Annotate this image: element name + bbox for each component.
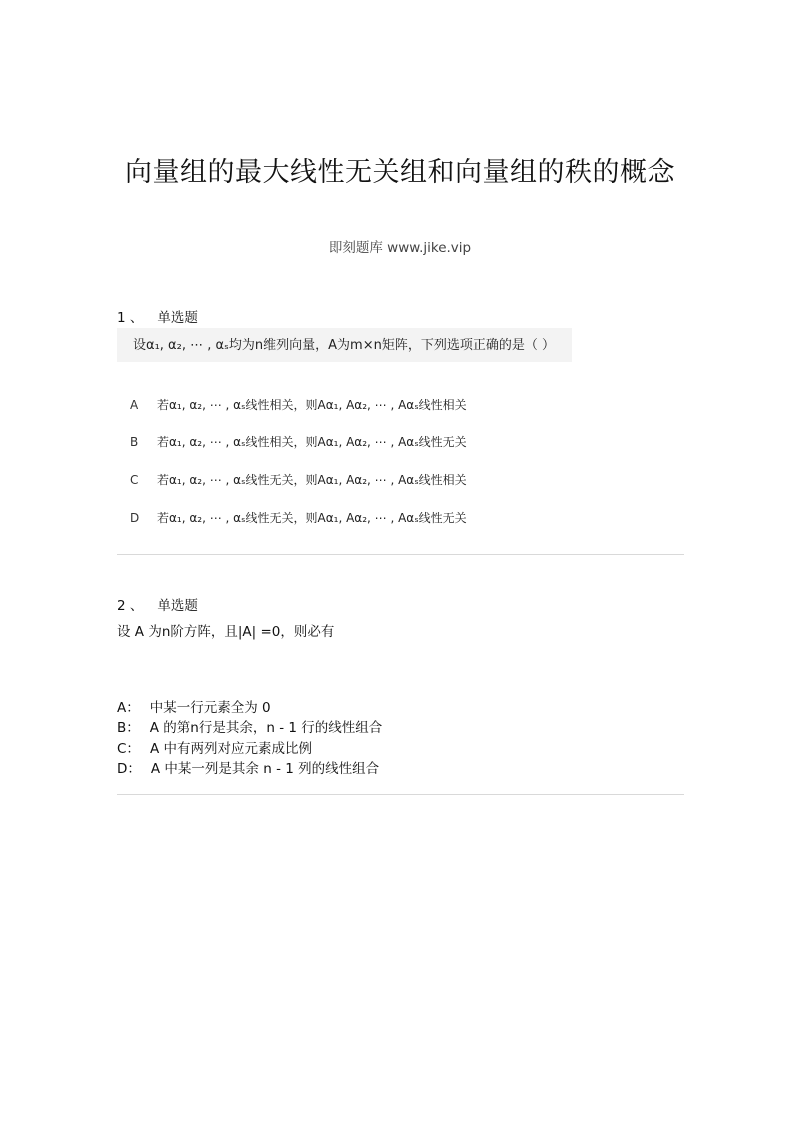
- option-text: 若α₁, α₂, ⋯ , αₛ线性相关，则Aα₁, Aα₂, ⋯ , Aαₛ线性相关: [157, 398, 467, 412]
- option-b[interactable]: [130, 433, 467, 450]
- question-type: 单选题: [157, 310, 198, 326]
- option-a[interactable]: [130, 396, 467, 413]
- option-c[interactable]: [130, 471, 467, 488]
- option-c[interactable]: [117, 737, 312, 757]
- source-line: 即刻题库 www.jike.vip: [328, 240, 472, 256]
- option-letter: B：: [117, 720, 140, 736]
- option-text: 若α₁, α₂, ⋯ , αₛ线性无关，则Aα₁, Aα₂, ⋯ , Aαₛ线性相关: [157, 473, 467, 487]
- divider: [117, 554, 684, 555]
- option-a[interactable]: [117, 696, 271, 716]
- option-letter: A: [130, 398, 139, 412]
- option-text: 若α₁, α₂, ⋯ , αₛ线性相关，则Aα₁, Aα₂, ⋯ , Aαₛ线性无关: [157, 435, 467, 449]
- option-letter: B: [130, 435, 139, 449]
- option-b[interactable]: [117, 716, 382, 736]
- option-text: A 中某一列是其余 n - 1 列的线性组合: [150, 761, 380, 777]
- option-text: 中某一行元素全为 0: [149, 700, 271, 716]
- question-2-stem: 设 A 为n阶方阵，且|A| =0，则必有: [117, 624, 335, 640]
- question-number: 2 、: [117, 598, 144, 614]
- page-title: 向量组的最大线性无关组和向量组的秩的概念: [125, 157, 675, 188]
- option-letter: C：: [117, 741, 140, 757]
- question-1-stem: 设α₁, α₂, ⋯ , αₛ均为n维列向量，A为m×n矩阵，下列选项正确的是（ ）: [133, 338, 555, 353]
- question-number: 1 、: [117, 310, 144, 326]
- question-1-stem-box: [117, 328, 572, 362]
- option-letter: A：: [117, 700, 140, 716]
- option-letter: C: [130, 473, 139, 487]
- option-text: A 的第n行是其余，n - 1 行的线性组合: [149, 720, 383, 736]
- question-type: 单选题: [157, 598, 198, 614]
- option-letter: D：: [117, 761, 141, 777]
- option-text: A 中有两列对应元素成比例: [149, 741, 312, 757]
- option-d[interactable]: [117, 757, 379, 777]
- question-1-header: [117, 306, 198, 326]
- divider: [117, 794, 684, 795]
- option-letter: D: [130, 511, 140, 525]
- option-d[interactable]: [130, 509, 467, 526]
- option-text: 若α₁, α₂, ⋯ , αₛ线性无关，则Aα₁, Aα₂, ⋯ , Aαₛ线性无关: [157, 511, 467, 525]
- question-2-header: [117, 594, 198, 614]
